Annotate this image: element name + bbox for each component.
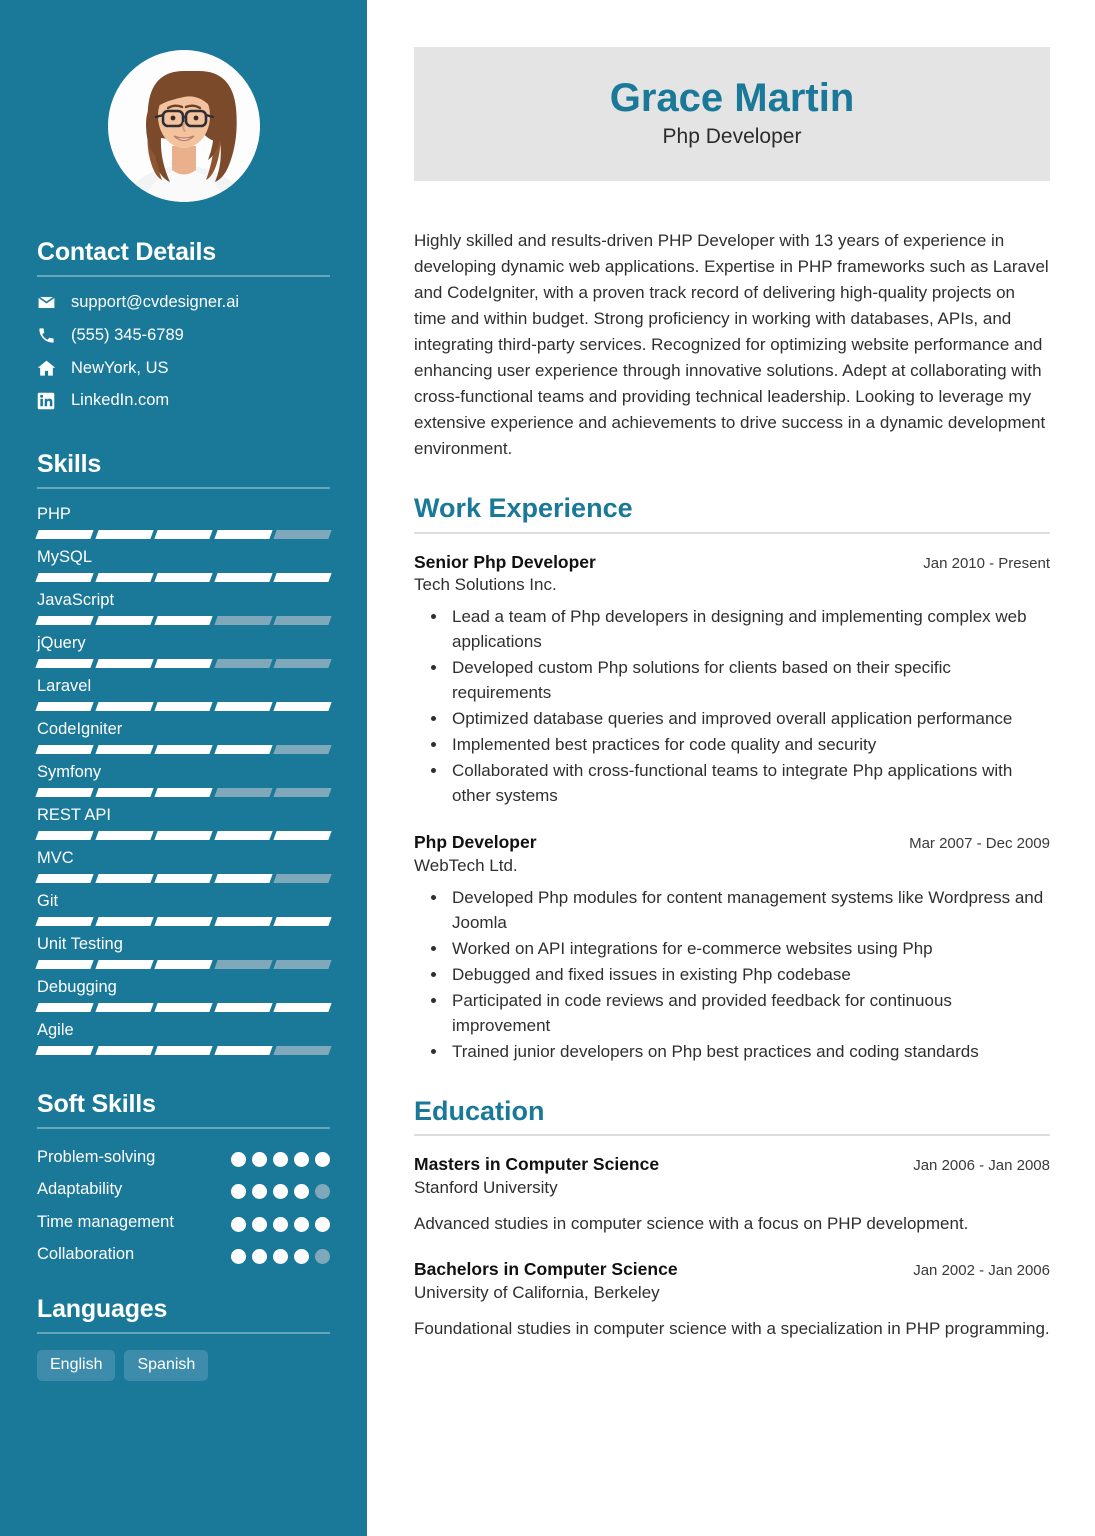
skill-segment [214,1003,272,1012]
work-entry [414,831,1050,1065]
skill-segment [35,1046,93,1055]
rating-dot [315,1152,330,1167]
skill-segment [214,1046,272,1055]
skill-segment [35,917,93,926]
skill-segment [155,702,213,711]
skill-row [37,806,330,840]
skill-label: Unit Testing [37,934,123,953]
skill-level-bar [37,874,330,883]
work-bullet: • Trained junior developers on Php best practices and coding standards [448,1040,1050,1065]
main-content [367,0,1095,1536]
education-heading: Education [414,1095,545,1126]
education-degree: Bachelors in Computer Science [414,1259,678,1280]
contact-value-phone: (555) 345-6789 [71,325,184,344]
skill-segment [155,1003,213,1012]
skill-segment [155,1046,213,1055]
skill-segment [35,874,93,883]
skill-segment [274,702,332,711]
skill-segment [95,616,153,625]
avatar-container [37,0,330,238]
contact-value-location: NewYork, US [71,358,169,377]
work-date-range: Jan 2010 - Present [923,554,1050,572]
soft-skill-label: Time management [37,1212,174,1231]
education-description: Foundational studies in computer science with a specialization in PHP programming. [414,1318,1050,1338]
phone-icon [37,326,63,345]
language-chip: Spanish [124,1350,208,1381]
contact-item-location[interactable] [37,359,330,379]
rating-dot [294,1152,309,1167]
skill-segment [214,702,272,711]
skill-segment [95,745,153,754]
skill-row [37,892,330,926]
skill-segment [155,573,213,582]
skill-segment [274,960,332,969]
work-bullet: • Lead a team of Php developers in designing and implementing complex web applications [448,605,1050,655]
skill-label: PHP [37,505,71,524]
skill-segment [95,788,153,797]
skill-segment [95,960,153,969]
skill-segment [95,831,153,840]
rating-dot [252,1217,267,1232]
skill-level-bar [37,788,330,797]
languages-heading: Languages [37,1295,168,1324]
skill-segment [274,616,332,625]
soft-skill-row [37,1242,330,1268]
section-divider [37,1332,330,1334]
soft-skill-label: Collaboration [37,1245,135,1264]
skill-segment [35,530,93,539]
skill-segment [274,917,332,926]
skill-segment [95,573,153,582]
skill-segment [274,1046,332,1055]
skill-segment [155,788,213,797]
skill-segment [274,831,332,840]
section-divider [414,1134,1050,1136]
skill-row [37,720,330,754]
skill-label: MySQL [37,548,93,567]
skill-row [37,505,330,539]
skill-label: MVC [37,848,74,867]
work-bullet: • Debugged and fixed issues in existing Php codebase [448,963,1050,988]
skill-segment [35,960,93,969]
skill-row [37,849,330,883]
rating-dot [231,1152,246,1167]
skill-segment [214,960,272,969]
contact-details-heading: Contact Details [37,238,216,266]
skill-label: jQuery [37,634,86,653]
work-entry-header [414,831,1050,854]
work-bullet-list [414,605,1050,809]
skill-row [37,935,330,969]
skill-row [37,591,330,625]
skill-segment [35,1003,93,1012]
professional-summary: Highly skilled and results-driven PHP Developer with 13 years of experience in developing dynamic web applications. Expertise in PHP frameworks such as Laravel and CodeIgniter, with a proven track record of delivering high-quality projects on time and within budget. Strong proficiency in working with databases, APIs, and integrating third-party services. Recognized for optimizing website performance and enhancing user experience through innovative solutions. Adept at collaborating with cross-functional teams and providing technical leadership. Looking to leverage my extensive experience and achievements to drive success in a dynamic development environment. [414,231,1049,459]
rating-dot [315,1184,330,1199]
skill-segment [95,874,153,883]
email-icon [37,293,63,312]
skill-segment [214,917,272,926]
work-entry-header [414,551,1050,574]
work-bullet-list [414,886,1050,1065]
skill-segment [35,702,93,711]
skill-row [37,1021,330,1055]
rating-dot [294,1217,309,1232]
skill-level-bar [37,917,330,926]
work-bullet: • Implemented best practices for code quality and security [448,733,1050,758]
skill-segment [95,530,153,539]
soft-skill-rating [231,1145,330,1167]
skill-segment [214,530,272,539]
skill-label: Laravel [37,677,92,696]
rating-dot [315,1217,330,1232]
contact-value-email: support@cvdesigner.ai [71,293,240,311]
linkedin-icon [37,392,63,410]
skill-segment [214,659,272,668]
work-bullet: • Participated in code reviews and provided feedback for continuous improvement [448,989,1050,1039]
skill-level-bar [37,1046,330,1055]
rating-dot [252,1152,267,1167]
rating-dot [252,1184,267,1199]
work-role: Php Developer [414,832,537,853]
skills-section [37,450,330,1055]
contact-item-email[interactable] [37,293,330,313]
home-icon [37,359,63,378]
skill-segment [214,831,272,840]
rating-dot [273,1152,288,1167]
contact-item-phone[interactable] [37,326,330,346]
skill-segment [95,1046,153,1055]
contact-item-linkedin[interactable] [37,391,330,411]
rating-dot [294,1184,309,1199]
avatar [108,50,260,202]
skill-segment [274,659,332,668]
skill-level-bar [37,1003,330,1012]
skill-segment [155,745,213,754]
education-date-range: Jan 2006 - Jan 2008 [913,1157,1050,1175]
skill-segment [274,874,332,883]
skill-row [37,677,330,711]
section-divider [414,532,1050,534]
skill-level-bar [37,745,330,754]
rating-dot [231,1249,246,1264]
skill-label: Debugging [37,977,117,996]
work-bullet: • Worked on API integrations for e-commerce websites using Php [448,937,1050,962]
skill-label: Agile [37,1020,74,1039]
skill-level-bar [37,659,330,668]
skill-label: REST API [37,805,111,824]
languages-section [37,1295,330,1381]
education-degree: Masters in Computer Science [414,1154,660,1175]
education-entry [414,1258,1050,1341]
skill-segment [214,788,272,797]
soft-skill-row [37,1145,330,1171]
work-experience-section [414,492,1050,1065]
skill-segment [155,874,213,883]
rating-dot [231,1184,246,1199]
work-experience-list [414,551,1050,1065]
sidebar [0,0,367,1536]
skills-heading: Skills [37,450,102,479]
skill-label: JavaScript [37,591,115,610]
education-section [414,1095,1050,1342]
skill-segment [155,530,213,539]
work-date-range: Mar 2007 - Dec 2009 [909,835,1050,853]
soft-skill-rating [231,1177,330,1199]
skill-row [37,763,330,797]
soft-skill-label: Problem-solving [37,1147,156,1166]
skill-level-bar [37,530,330,539]
work-role: Senior Php Developer [414,551,596,572]
work-entry [414,551,1050,810]
soft-skills-section [37,1090,330,1268]
skill-level-bar [37,702,330,711]
soft-skill-row [37,1177,330,1203]
education-list [414,1153,1050,1341]
education-description: Advanced studies in computer science with a focus on PHP development. [414,1213,969,1233]
skill-segment [274,573,332,582]
rating-dot [315,1249,330,1264]
skill-segment [35,831,93,840]
section-divider [37,1127,330,1129]
skill-row [37,634,330,668]
skill-row [37,548,330,582]
skill-label: Symfony [37,763,102,781]
contact-value-linkedin: LinkedIn.com [71,391,170,410]
rating-dot [273,1249,288,1264]
skill-segment [155,960,213,969]
skill-segment [155,831,213,840]
skill-segment [274,530,332,539]
skill-label: Git [37,891,59,910]
education-date-range: Jan 2002 - Jan 2006 [913,1262,1050,1280]
soft-skills-heading: Soft Skills [37,1089,156,1118]
skill-level-bar [37,831,330,840]
skill-segment [274,745,332,754]
soft-skill-rating [231,1242,330,1264]
soft-skill-rating [231,1210,330,1232]
work-company: Tech Solutions Inc. [414,575,557,595]
skill-segment [214,745,272,754]
skill-segment [35,573,93,582]
skill-segment [35,659,93,668]
skill-segment [35,616,93,625]
skill-segment [95,702,153,711]
skill-segment [95,1003,153,1012]
section-divider [37,487,330,489]
skill-segment [35,788,93,797]
rating-dot [294,1249,309,1264]
skill-segment [35,745,93,754]
skill-level-bar [37,960,330,969]
soft-skills-list [37,1145,330,1268]
rating-dot [273,1217,288,1232]
soft-skill-row [37,1210,330,1236]
rating-dot [273,1184,288,1199]
skill-level-bar [37,616,330,625]
skill-segment [95,659,153,668]
skills-list [37,505,330,1055]
languages-list [37,1350,330,1381]
education-entry-header [414,1153,1050,1176]
skill-segment [274,788,332,797]
work-bullet: • Optimized database queries and improved overall application performance [448,707,1050,732]
skill-level-bar [37,573,330,582]
work-company: WebTech Ltd. [414,855,518,875]
skill-segment [155,659,213,668]
skill-segment [95,917,153,926]
page-title: Grace Martin [609,76,855,120]
profile-photo-icon [108,50,260,202]
job-title: Php Developer [662,125,802,148]
name-header-block [414,47,1050,181]
language-chip: English [37,1350,115,1381]
rating-dot [231,1217,246,1232]
soft-skill-label: Adaptability [37,1180,123,1199]
skill-segment [274,1003,332,1012]
education-entry-header [414,1258,1050,1281]
skill-segment [214,874,272,883]
education-entry [414,1153,1050,1236]
work-experience-heading: Work Experience [414,493,633,524]
skill-row [37,978,330,1012]
skill-label: CodeIgniter [37,720,123,739]
education-school: University of California, Berkeley [414,1283,660,1303]
skill-segment [155,616,213,625]
skill-segment [214,573,272,582]
education-school: Stanford University [414,1177,558,1197]
skill-segment [214,616,272,625]
section-divider [37,275,330,277]
work-bullet: • Developed custom Php solutions for clients based on their specific requirements [448,656,1050,706]
work-bullet: • Collaborated with cross-functional teams to integrate Php applications with other systems [448,759,1050,809]
contact-list [37,293,330,411]
skill-segment [155,917,213,926]
rating-dot [252,1249,267,1264]
contact-details-section [37,238,330,411]
work-bullet: • Developed Php modules for content management systems like Wordpress and Joomla [448,886,1050,936]
